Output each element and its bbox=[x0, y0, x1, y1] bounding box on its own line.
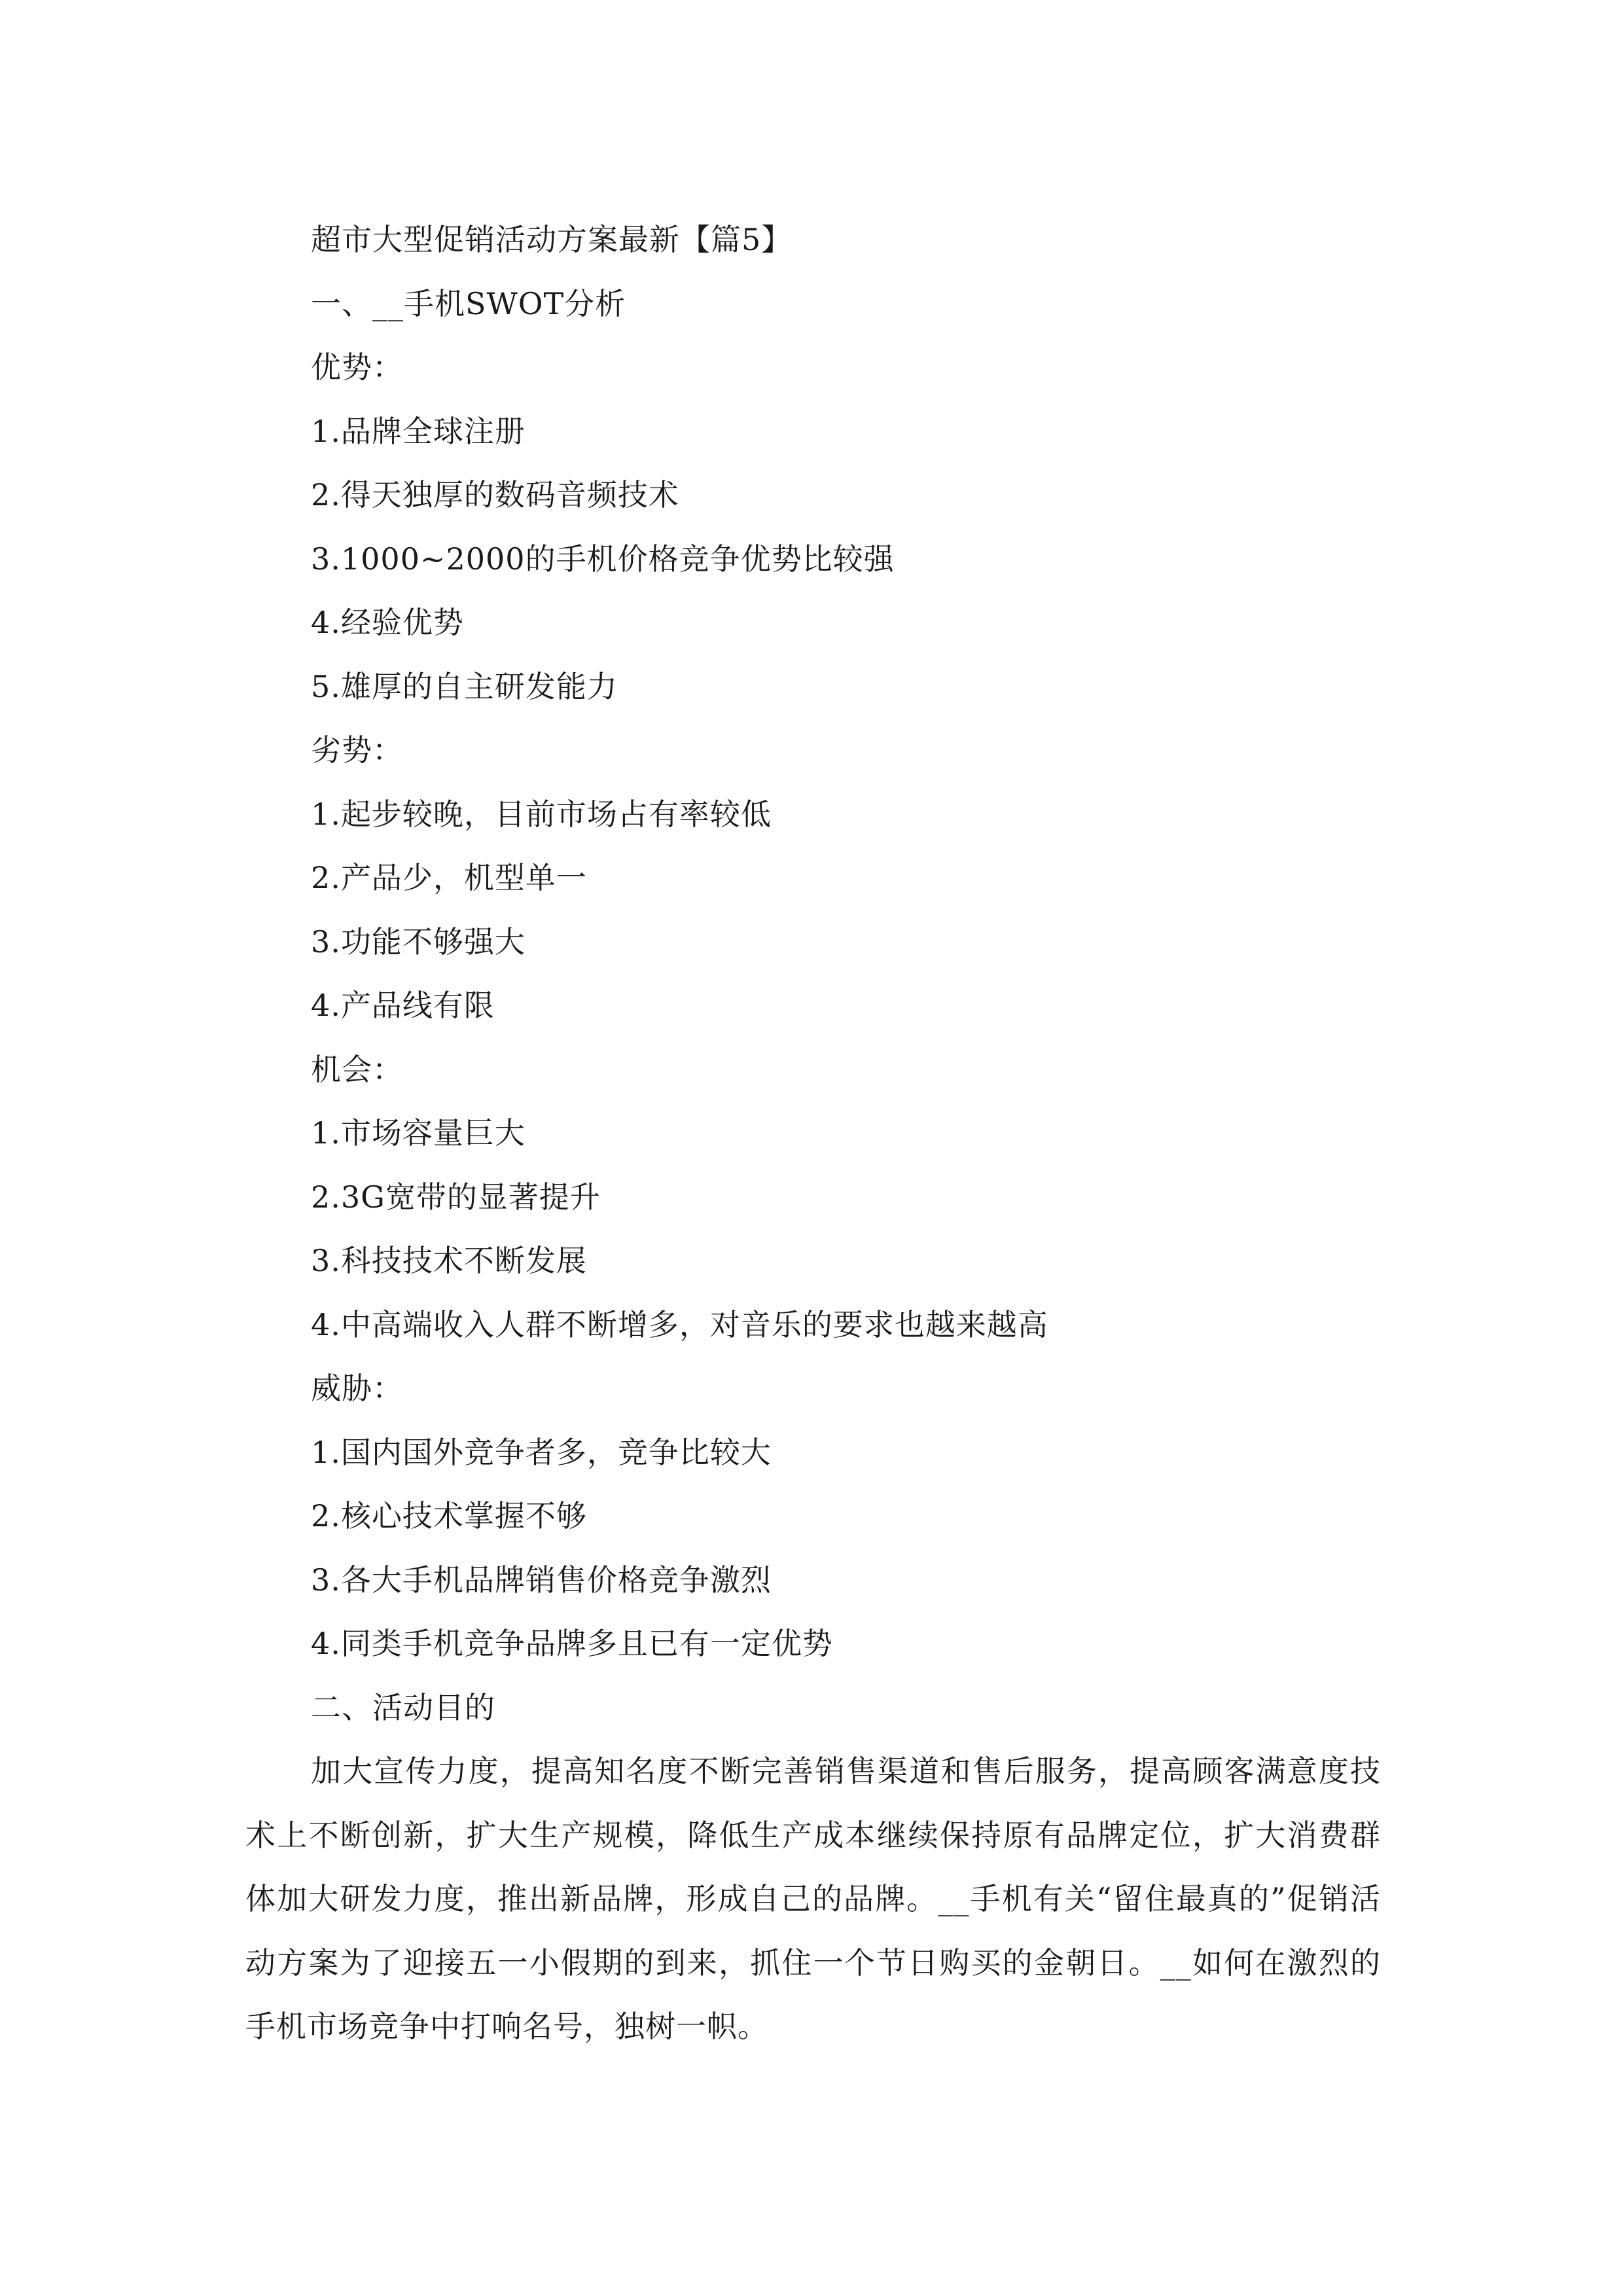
list-item: 4.同类手机竞争品牌多且已有一定优势 bbox=[311, 1626, 833, 1661]
section-heading-goals: 二、活动目的 bbox=[311, 1689, 495, 1725]
document-body bbox=[245, 208, 1381, 2059]
list-item: 4.中高端收入人群不断增多，对音乐的要求也越来越高 bbox=[311, 1306, 1048, 1342]
document-title: 超市大型促销活动方案最新【篇5】 bbox=[311, 222, 793, 257]
section-heading-swot: 一、__手机SWOT分析 bbox=[311, 285, 626, 321]
list-item: 5.雄厚的自主研发能力 bbox=[311, 668, 618, 704]
list-item: 1.品牌全球注册 bbox=[311, 413, 526, 449]
subheading-weaknesses: 劣势： bbox=[311, 732, 403, 768]
list-item: 3.1000~2000的手机价格竞争优势比较强 bbox=[311, 541, 895, 577]
list-item: 2.得天独厚的数码音频技术 bbox=[311, 477, 679, 512]
list-item: 2.核心技术掌握不够 bbox=[311, 1498, 587, 1534]
subheading-threats: 威胁： bbox=[311, 1371, 403, 1406]
list-item: 3.功能不够强大 bbox=[311, 924, 526, 960]
list-item: 2.3G宽带的显著提升 bbox=[311, 1179, 601, 1215]
subheading-strengths: 优势： bbox=[311, 350, 403, 385]
list-item: 3.各大手机品牌销售价格竞争激烈 bbox=[311, 1562, 772, 1598]
list-item: 1.起步较晚，目前市场占有率较低 bbox=[311, 796, 772, 832]
list-item: 1.市场容量巨大 bbox=[311, 1115, 526, 1151]
list-item: 2.产品少，机型单一 bbox=[311, 860, 587, 895]
list-item: 4.产品线有限 bbox=[311, 988, 495, 1023]
list-item: 1.国内国外竞争者多，竞争比较大 bbox=[311, 1434, 772, 1470]
list-item: 3.科技技术不断发展 bbox=[311, 1243, 587, 1278]
list-item: 4.经验优势 bbox=[311, 605, 464, 640]
body-paragraph: 加大宣传力度，提高知名度不断完善销售渠道和售后服务，提高顾客满意度技术上不断创新，扩大生产规模，降低生产成本继续保持原有品牌定位，扩大消费群体加大研发力度，推出新品牌，形成自己的品牌。__手机有关“留住最真的”促销活动方案为了迎接五一小假期的到来，抓住一个节日购买的金朝日。__如何在激烈的手机市场竞争中打响名号，独树一帜。 bbox=[245, 1753, 1381, 2044]
subheading-opportunities: 机会： bbox=[311, 1051, 403, 1087]
